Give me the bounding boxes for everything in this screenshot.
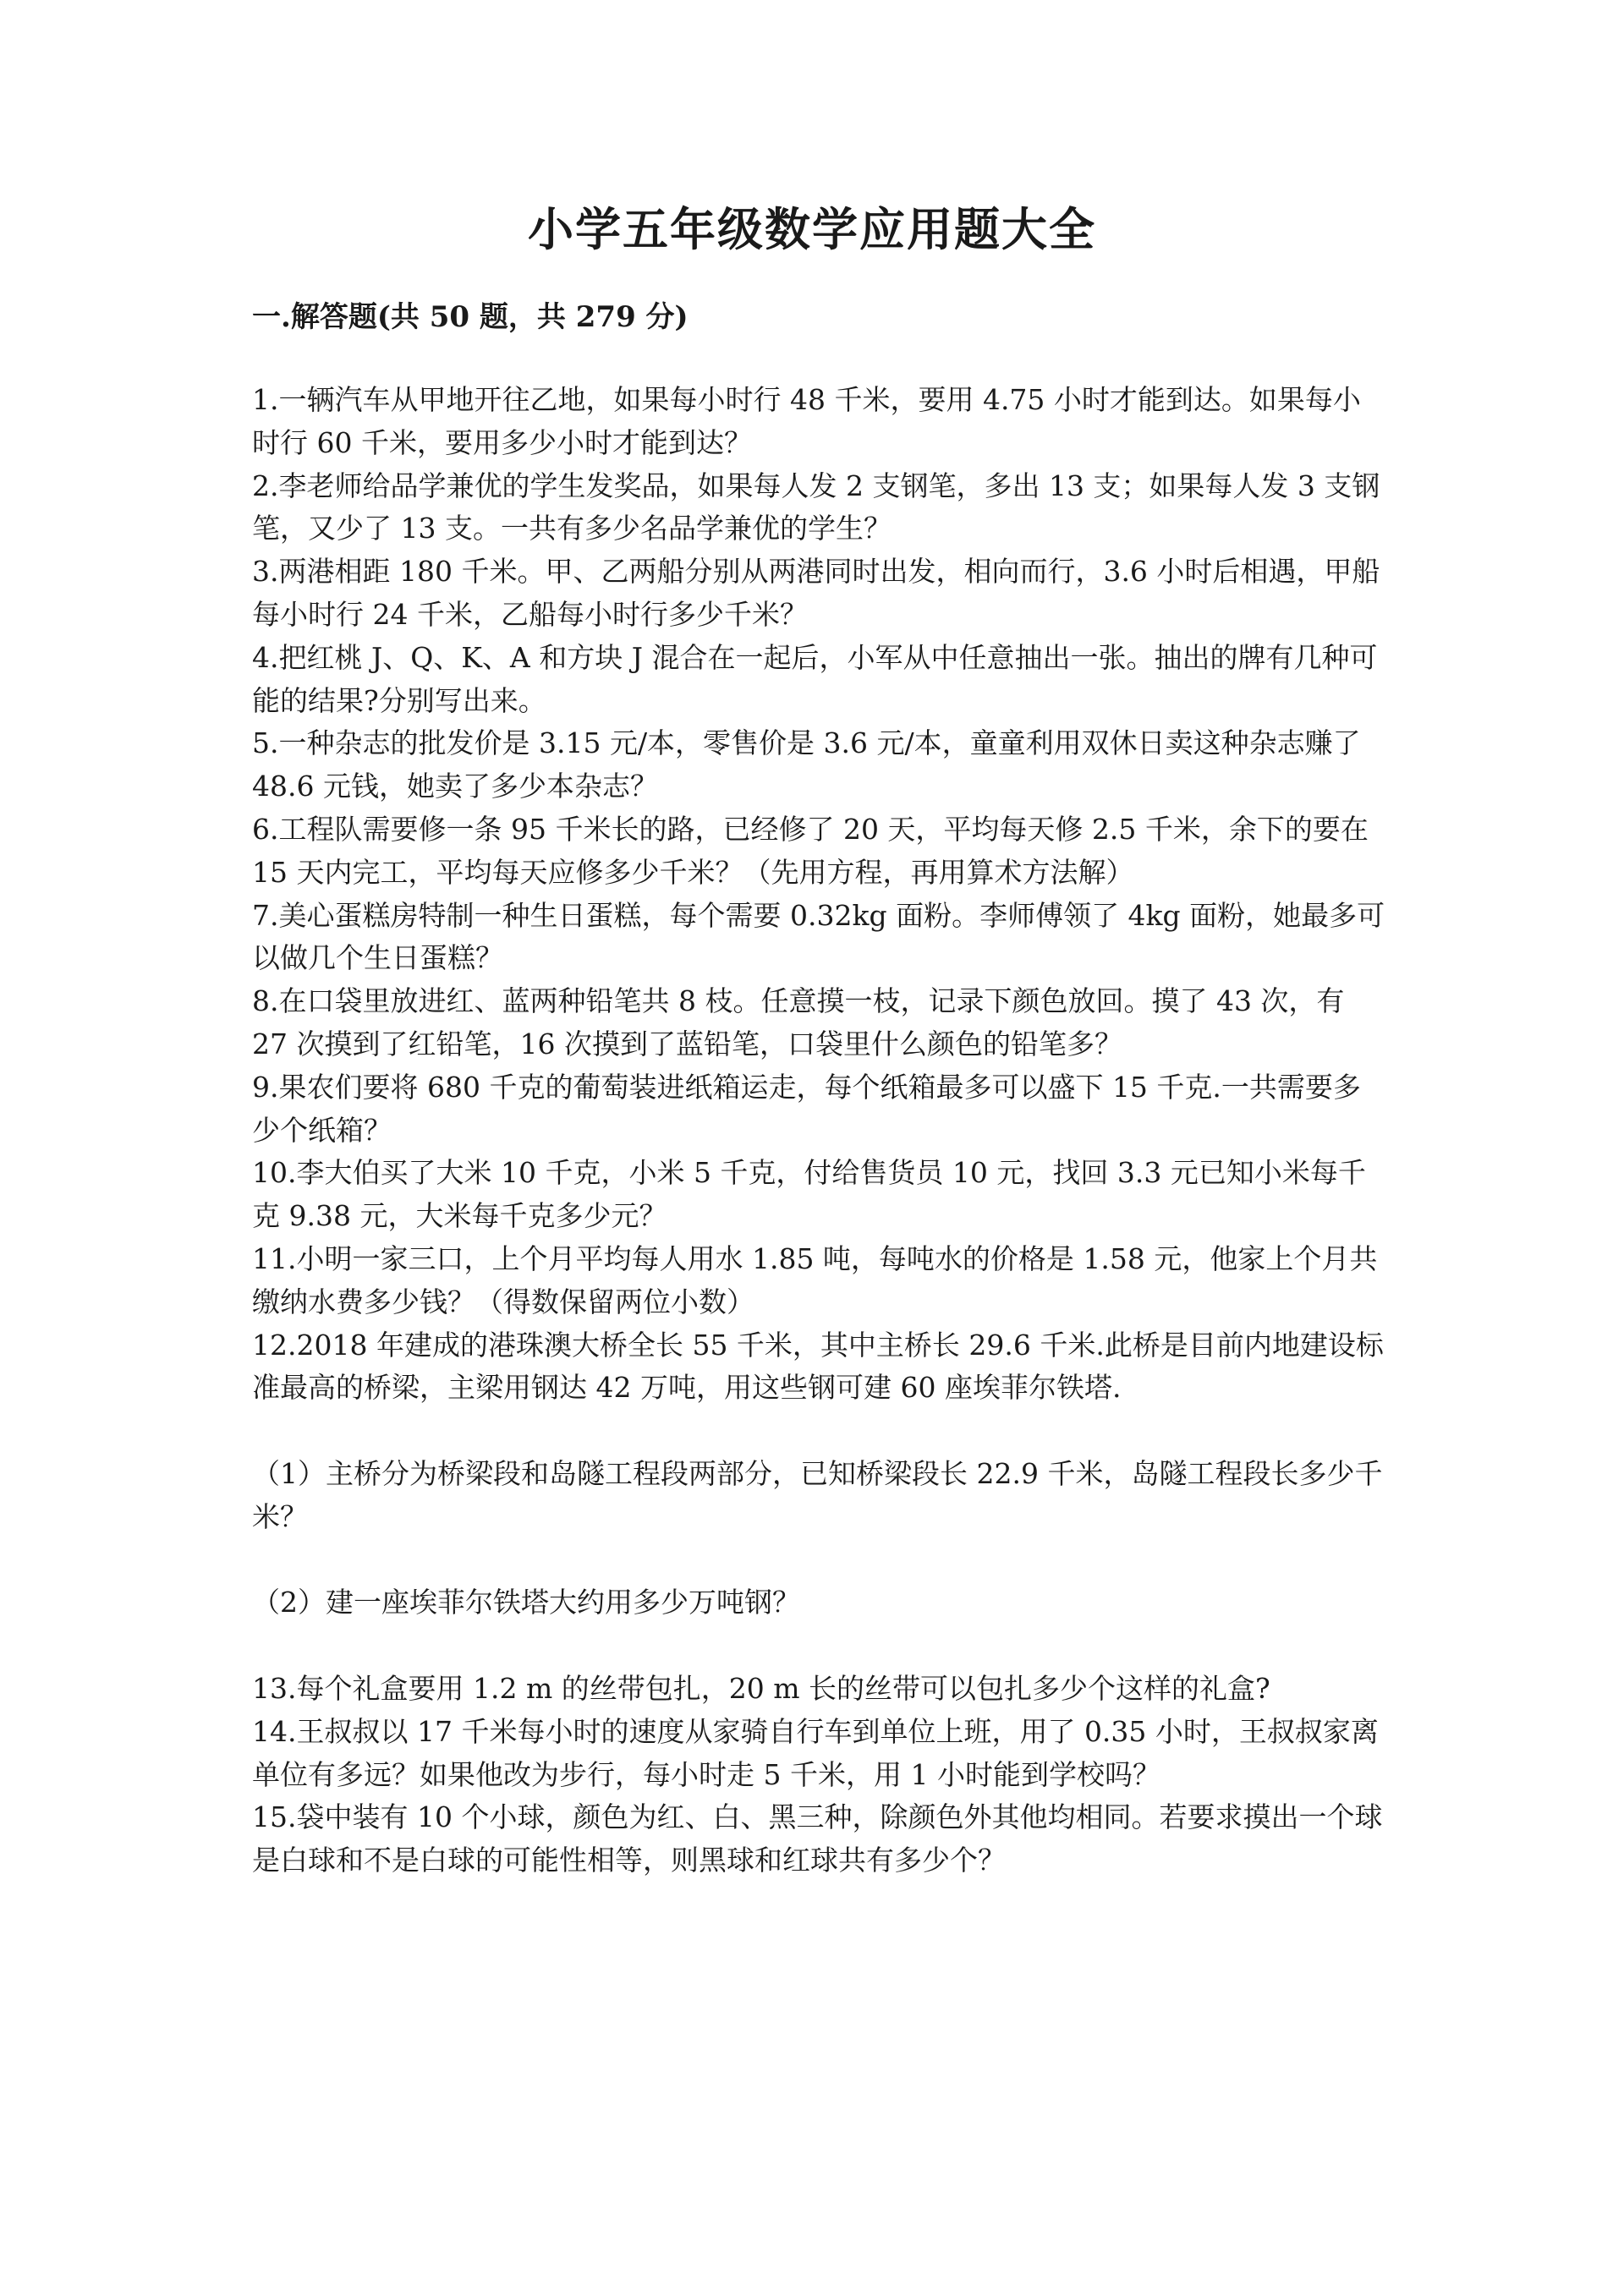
question-10: 10.李大伯买了大米 10 千克，小米 5 千克，付给售货员 10 元，找回 3.3 元已知小米每千克 9.38 元，大米每千克多少元？ — [252, 1156, 1366, 1233]
question-7: 7.美心蛋糕房特制一种生日蛋糕，每个需要 0.32kg 面粉。李师傅领了 4kg 面粉，她最多可以做几个生日蛋糕？ — [252, 898, 1385, 975]
question-4: 4.把红桃 J、Q、K、A 和方块 J 混合在一起后，小军从中任意抽出一张。抽出的牌有几种可能的结果?分别写出来。 — [252, 640, 1378, 717]
section-heading: 一.解答题(共 50 题，共 279 分) — [252, 300, 689, 334]
question-12: 12.2018 年建成的港珠澳大桥全长 55 千米，其中主桥长 29.6 千米.此桥是目前内地建设标准最高的桥梁，主梁用钢达 42 万吨，用这些钢可建 60 座埃菲尔铁塔. — [252, 1328, 1384, 1405]
question-11: 11.小明一家三口，上个月平均每人用水 1.85 吨，每吨水的价格是 1.58 元，他家上个月共缴纳水费多少钱？（得数保留两位小数） — [252, 1241, 1378, 1318]
sub-question-2: （2）建一座埃菲尔铁塔大约用多少万吨钢？ — [252, 1586, 800, 1619]
question-1: 1.一辆汽车从甲地开往乙地，如果每小时行 48 千米，要用 4.75 小时才能到达。如果每小时行 60 千米，要用多少小时才能到达？ — [252, 383, 1361, 459]
question-9: 9.果农们要将 680 千克的葡萄装进纸箱运走，每个纸箱最多可以盛下 15 千克.一共需要多少个纸箱？ — [252, 1070, 1361, 1147]
question-15: 15.袋中装有 10 个小球，颜色为红、白、黑三种，除颜色外其他均相同。若要求摸出一个球是白球和不是白球的可能性相等，则黑球和红球共有多少个？ — [252, 1800, 1383, 1877]
spacer — [252, 1410, 1385, 1453]
question-5: 5.一种杂志的批发价是 3.15 元/本，零售价是 3.6 元/本，童童利用双休日卖这种杂志赚了 48.6 元钱，她卖了多少本杂志？ — [252, 726, 1361, 803]
page-title: 小学五年级数学应用题大全 — [528, 202, 1096, 256]
question-2: 2.李老师给品学兼优的学生发奖品，如果每人发 2 支钢笔，多出 13 支；如果每人发 3 支钢笔，又少了 13 支。一共有多少名品学兼优的学生？ — [252, 469, 1380, 545]
spacer — [252, 1625, 1385, 1668]
question-13: 13.每个礼盒要用 1.2 m 的丝带包扎，20 m 长的丝带可以包扎多少个这样的礼盒? — [252, 1671, 1270, 1705]
question-6: 6.工程队需要修一条 95 千米长的路，已经修了 20 天，平均每天修 2.5 千米，余下的要在 15 天内完工，平均每天应修多少千米？（先用方程，再用算术方法解） — [252, 812, 1369, 889]
question-8: 8.在口袋里放进红、蓝两种铅笔共 8 枝。任意摸一枝，记录下颜色放回。摸了 43 次，有 27 次摸到了红铅笔，16 次摸到了蓝铅笔，口袋里什么颜色的铅笔多？ — [252, 984, 1345, 1060]
question-list — [252, 379, 1385, 1882]
spacer — [252, 1539, 1385, 1582]
question-3: 3.两港相距 180 千米。甲、乙两船分别从两港同时出发，相向而行，3.6 小时后相遇，甲船每小时行 24 千米，乙船每小时行多少千米？ — [252, 555, 1380, 631]
question-14: 14.王叔叔以 17 千米每小时的速度从家骑自行车到单位上班，用了 0.35 小时，王叔叔家离单位有多远？如果他改为步行，每小时走 5 千米，用 1 小时能到学校吗？ — [252, 1714, 1379, 1791]
sub-question-1: （1）主桥分为桥梁段和岛隧工程段两部分，已知桥梁段长 22.9 千米，岛隧工程段长多少千米？ — [252, 1456, 1383, 1533]
